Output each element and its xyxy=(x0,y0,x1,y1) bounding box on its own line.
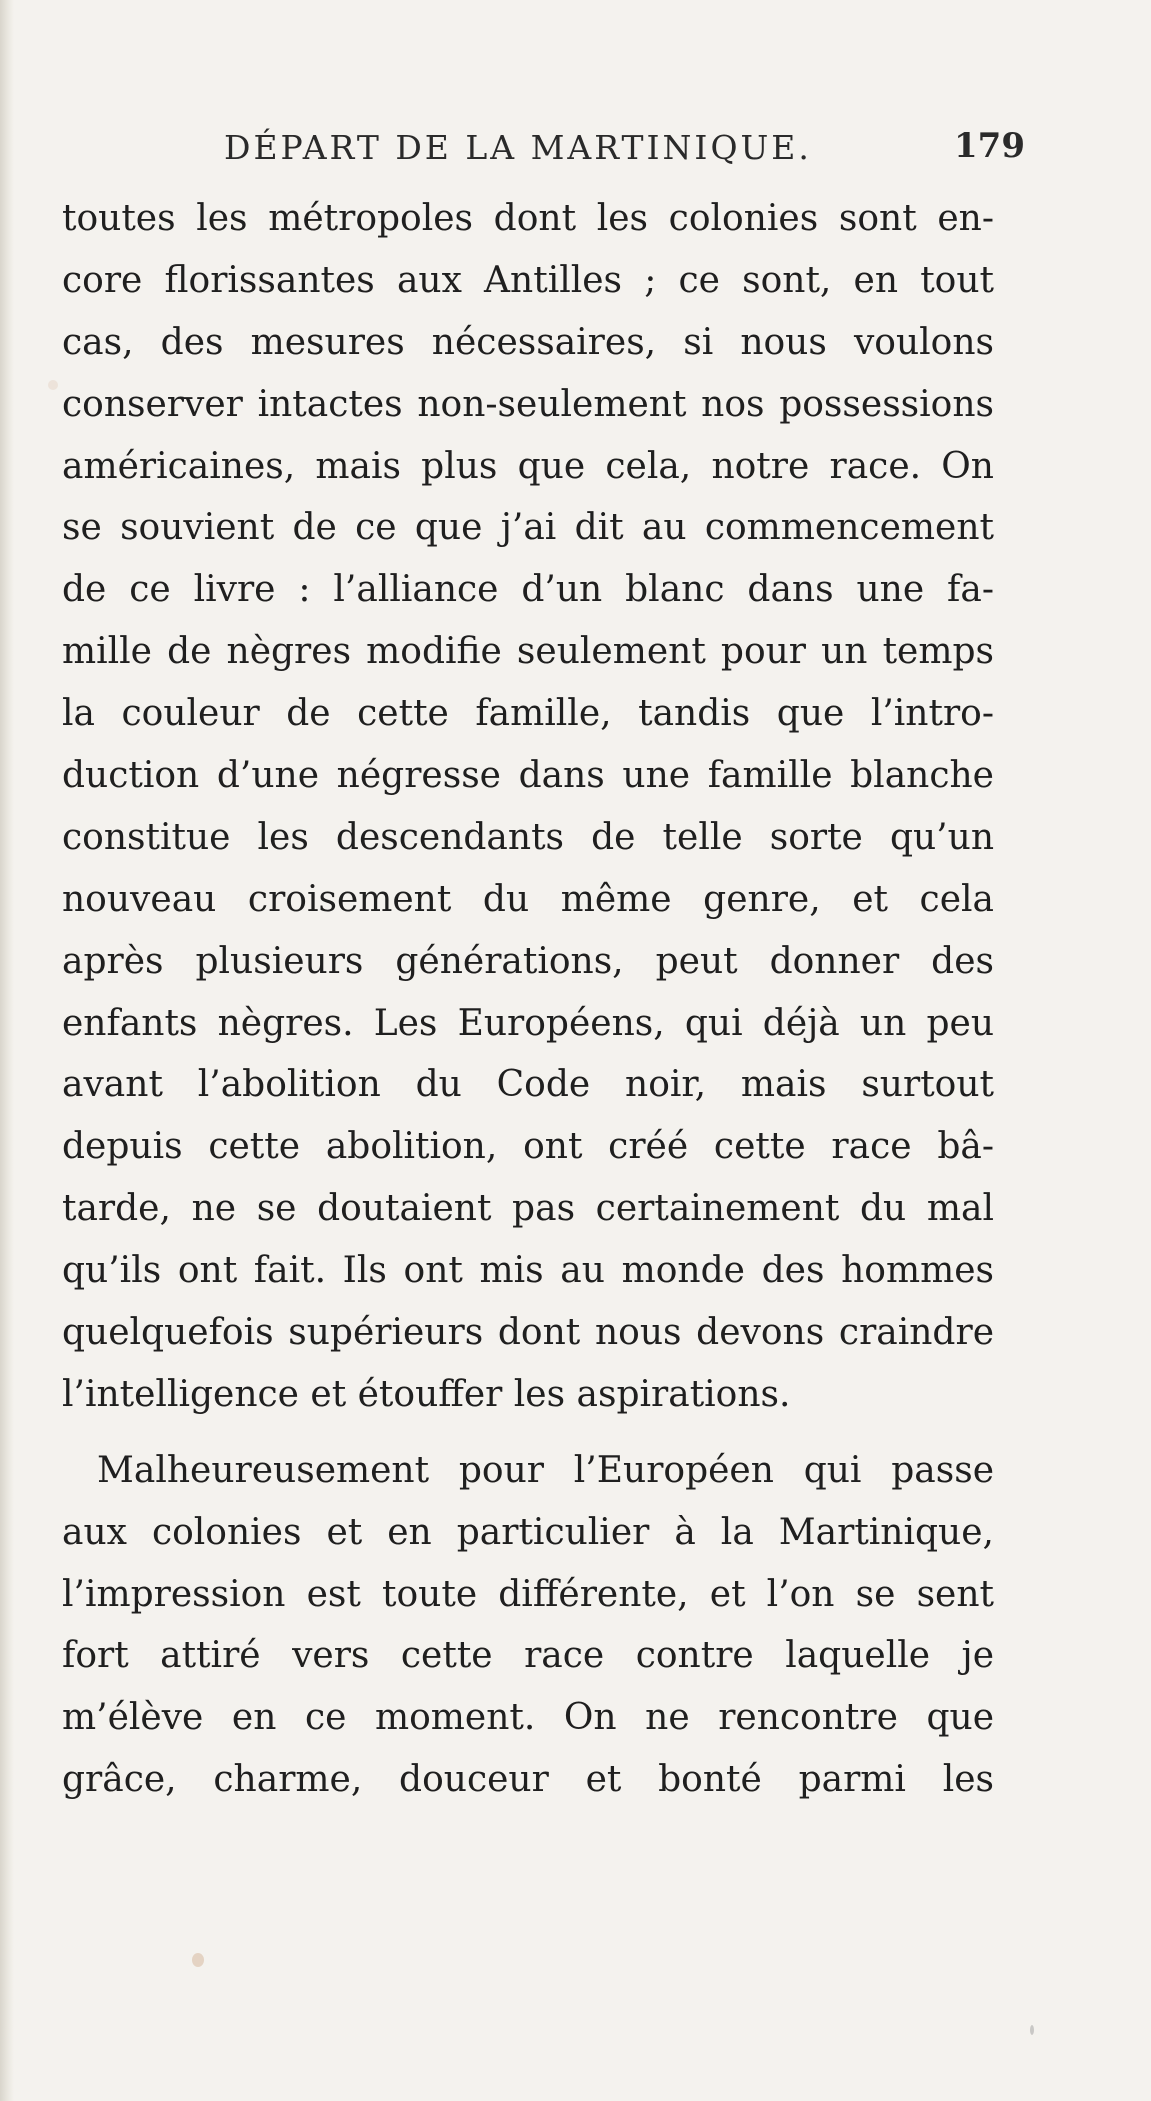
paper-speck xyxy=(48,380,58,390)
text-line: enfants nègres. Les Européens, qui déjà un peu xyxy=(62,1002,994,1044)
paper-speck xyxy=(192,1953,204,1967)
text-line: avant l’abolition du Code noir, mais surtout xyxy=(62,1064,994,1106)
text-line: core florissantes aux Antilles ; ce sont, en tout xyxy=(62,259,994,301)
text-line: duction d’une négresse dans une famille blanche xyxy=(62,755,994,797)
text-line: fort attiré vers cette race contre laquelle je xyxy=(62,1635,994,1677)
text-line: cas, des mesures nécessaires, si nous voulons xyxy=(62,321,994,363)
paragraph-1 xyxy=(62,188,994,1426)
text-line: l’impression est toute différente, et l’on se sent xyxy=(62,1573,994,1615)
running-head xyxy=(0,120,1151,180)
text-line: de ce livre : l’alliance d’un blanc dans une fa- xyxy=(62,569,994,611)
text-line: constitue les descendants de telle sorte qu’un xyxy=(62,816,994,858)
text-line: tarde, ne se doutaient pas certainement du mal xyxy=(62,1188,994,1230)
text-line: conserver intactes non-seulement nos possessions xyxy=(62,383,994,425)
text-line: Malheureusement pour l’Européen qui passe xyxy=(97,1449,994,1491)
text-line: nouveau croisement du même genre, et cela xyxy=(62,878,994,920)
paper-speck xyxy=(1030,2025,1034,2035)
paragraph-2 xyxy=(62,1440,994,1811)
page-number: 179 xyxy=(954,126,1025,166)
text-line: quelquefois supérieurs dont nous devons craindre xyxy=(62,1312,994,1354)
body-text xyxy=(62,188,994,1811)
text-line: depuis cette abolition, ont créé cette race bâ- xyxy=(62,1126,994,1168)
text-line: toutes les métropoles dont les colonies sont en- xyxy=(62,198,994,239)
text-line: grâce, charme, douceur et bonté parmi les xyxy=(62,1759,994,1801)
text-line: m’élève en ce moment. On ne rencontre que xyxy=(62,1697,994,1739)
running-title: DÉPART DE LA MARTINIQUE. xyxy=(224,128,812,167)
text-line: qu’ils ont fait. Ils ont mis au monde des hommes xyxy=(62,1250,994,1292)
text-line: la couleur de cette famille, tandis que l’intro- xyxy=(62,693,994,735)
text-line: après plusieurs générations, peut donner des xyxy=(62,940,994,982)
text-line: aux colonies et en particulier à la Martinique, xyxy=(62,1511,994,1553)
text-line: l’intelligence et étouffer les aspirations. xyxy=(62,1373,791,1415)
text-line: se souvient de ce que j’ai dit au commencement xyxy=(62,507,994,549)
text-line: mille de nègres modifie seulement pour un temps xyxy=(62,631,994,673)
text-line: américaines, mais plus que cela, notre race. On xyxy=(62,445,994,487)
page-gutter-shadow xyxy=(0,0,14,2101)
